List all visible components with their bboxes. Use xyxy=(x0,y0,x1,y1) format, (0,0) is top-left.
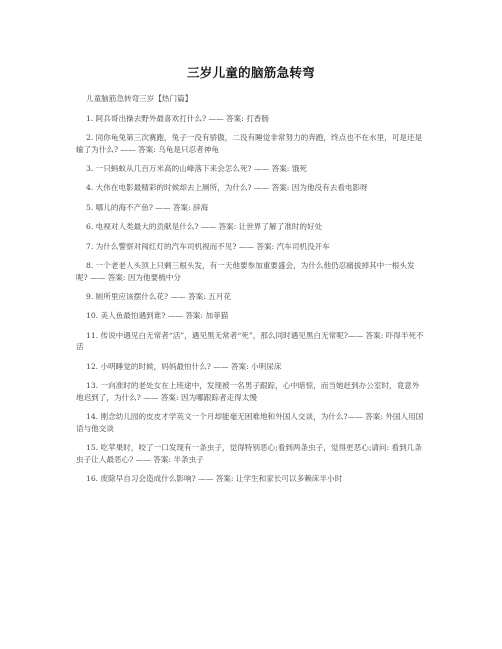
riddle-item-4: 4. 大伟在电影最精彩的时候却去上厕所，为什么? —— 答案: 因为他没有去看电影呀 xyxy=(86,183,368,193)
riddle-item-10: 10. 美人鱼最怕遇到谁? —— 答案: 加菲猫 xyxy=(86,311,229,321)
riddle-item-12: 12. 小明睡觉的时候，妈妈最怕什么? —— 答案: 小明尿床 xyxy=(86,361,282,371)
riddle-item-9: 9. 厕所里应该摆什么花? —— 答案: 五月花 xyxy=(86,291,232,301)
riddle-item-1: 1. 阿兵哥出操去野外最喜欢打什么? —— 答案: 打香肠 xyxy=(86,113,269,123)
riddle-item-7: 7. 为什么警察对闯红灯的汽车司机视而不见? —— 答案: 汽车司机没开车 xyxy=(86,241,330,251)
riddle-item-13: 13. 一向准时的老处女在上班途中，发现被一名男子跟踪，心中暗惊，而当她赶到办公室时，竟意外地迟到了，为什么? —— 答案: 因为哪跟踪者走得太慢 xyxy=(76,381,420,402)
riddle-item-2: 2. 同你龟兔第三次赛跑，兔子一没有骄傲，二没有睡觉非常努力的奔跑，终点也不在水里，可是还是输了为什么? —— 答案: 乌龟是只忍者神龟 xyxy=(76,132,423,154)
riddle-item-5: 5. 哪儿的海不产鱼? —— 答案: 辞海 xyxy=(86,202,209,212)
document-subtitle: 儿童脑筋急转弯三岁【热门篇】 xyxy=(86,94,193,103)
riddle-item-8: 8. 一个老老人头顶上只剩三根头发，有一天他要参加重要盛会，为什么他仍忍痛拔掉其中一根头发呢? —— 答案: 因为他要梳中分 xyxy=(76,260,415,282)
riddle-item-15: 15. 吃苹果时，咬了一口发现有一条虫子，觉得特别恶心;看到两条虫子，觉得更恶心;请问: 看到几条虫子让人最恶心? —— 答案: 半条虫子 xyxy=(76,443,422,464)
document-title: 三岁儿童的脑筋急转弯 xyxy=(186,65,315,81)
riddle-item-14: 14. 刚念幼儿园的皮皮才学英文一个月却能毫无困难地和外国人交谈，为什么?—— 答案: 外国人用国语与他交谈 xyxy=(76,412,424,433)
riddle-item-3: 3. 一只蚂蚁从几百万米高的山峰落下来会怎么死? —— 答案: 饿死 xyxy=(86,163,307,173)
document-body xyxy=(76,93,426,492)
riddle-item-16: 16. 废除早自习会造成什么影响? —— 答案: 让学生和家长可以多赖床半小时 xyxy=(86,474,343,484)
riddle-item-11: 11. 传说中遇见白无常者“活”，遇见黑无常者“死”，那么同时遇见黑白无常呢?—— 答案: 吓得半死不活 xyxy=(76,330,424,352)
riddle-item-6: 6. 电视对人类最大的贡献是什么? —— 答案: 让世界了解了准时的好处 xyxy=(86,222,323,232)
riddle-list xyxy=(76,113,426,485)
